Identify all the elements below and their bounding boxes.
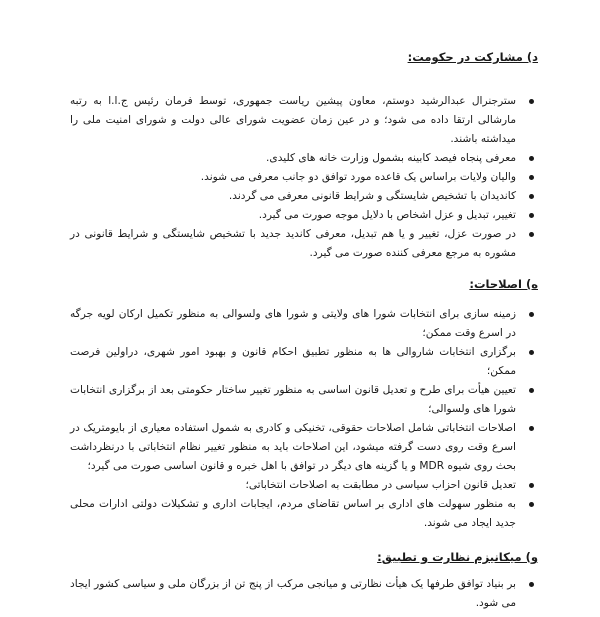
list-item: معرفی پنجاه فیصد کابینه بشمول وزارت خانه های کلیدی. — [70, 149, 538, 168]
list-item: تغییر، تبدیل و عزل اشخاص با دلایل موجه صورت می گیرد. — [70, 206, 538, 225]
section-heading-participation: د) مشارکت در حکومت: — [407, 50, 538, 64]
list-item: به منظور سهولت های اداری بر اساس تقاضای مردم، ایجابات اداری و تشکیلات دولتی ادارات محلی جدید ایجاد می شوند. — [70, 495, 538, 533]
list-item: اصلاحات انتخاباتی شامل اصلاحات حقوقی، تخنیکی و کادری به شمول استفاده معیاری از بایومتریک در اسرع وقت روی دست گرفته میشود، این اصلاحات باید به منظور تغییر نظام انتخاباتی با درنظرداشت بحث روی شیوه MDR و یا گزینه های دیگر در توافق با اهل خبره و قانون اساسی صورت می گیرد؛ — [70, 419, 538, 476]
participation-list — [70, 92, 538, 263]
reforms-list — [70, 305, 538, 533]
oversight-list — [70, 575, 538, 613]
list-item: والیان ولایات براساس یک قاعده مورد توافق دو جانب معرفی می شوند. — [70, 168, 538, 187]
list-item: زمینه سازی برای انتخابات شورا های ولایتی و شورا های ولسوالی به منظور تکمیل ارکان لویه جرگه در اسرع وقت ممکن؛ — [70, 305, 538, 343]
list-item: برگزاری انتخابات شاروالی ها به منظور تطبیق احکام قانون و بهبود امور شهری، دراولین فرصت ممکن؛ — [70, 343, 538, 381]
list-item: تعدیل قانون احزاب سیاسی در مطابقت به اصلاحات انتخاباتی؛ — [70, 476, 538, 495]
list-item: سترجنرال عبدالرشید دوستم، معاون پیشین ریاست جمهوری، توسط فرمان رئیس ج.ا.ا به رتبه مارشالی ارتقا داده می شود؛ و در عین زمان عضویت شورای عالی دولت و شورای امنیت ملی را میداشته باشند. — [70, 92, 538, 149]
list-item: کاندیدان با تشخیص شایستگی و شرایط قانونی معرفی می گردند. — [70, 187, 538, 206]
section-heading-oversight: و) میکانیزم نظارت و تطبیق: — [377, 550, 538, 564]
list-item: تعیین هیأت برای طرح و تعدیل قانون اساسی به منظور تغییر ساختار حکومتی بعد از برگزاری انتخابات شورا های ولسوالی؛ — [70, 381, 538, 419]
section-heading-reforms: ه) اصلاحات: — [469, 277, 538, 291]
list-item: در صورت عزل، تغییر و یا هم تبدیل، معرفی کاندید جدید با تشخیص شایستگی و شرایط قانونی در مشوره به مرجع معرفی کننده صورت می گیرد. — [70, 225, 538, 263]
list-item: بر بنیاد توافق طرفها یک هیأت نظارتی و میانجی مرکب از پنج تن از بزرگان ملی و سیاسی کشور ایجاد می شود. — [70, 575, 538, 613]
